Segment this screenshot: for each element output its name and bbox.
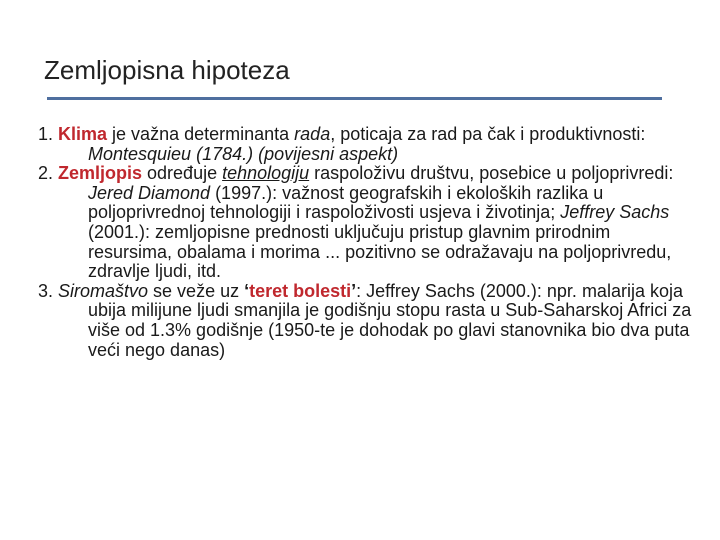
item-text: , poticaja za rad pa čak i produktivnosti: <box>330 124 646 144</box>
italic-citation: Montesquieu (1784.) (povijesni aspekt) <box>88 143 399 164</box>
list-item-3 <box>38 282 698 360</box>
item-number: 3. <box>38 280 59 301</box>
item-number: 1. <box>38 124 59 144</box>
item-text: je važna determinanta <box>107 124 295 144</box>
keyword-teret-bolesti: teret bolesti <box>249 280 352 301</box>
slide-body <box>38 125 698 360</box>
close-quote: ’ <box>351 280 357 301</box>
keyword-zemljopis: Zemljopis <box>58 163 143 184</box>
item-number: 2. <box>38 163 59 184</box>
slide-title: Zemljopisna hipoteza <box>44 55 290 85</box>
italic-underlined-term: tehnologiju <box>222 163 310 184</box>
title-underline-rule <box>47 97 662 100</box>
italic-citation: Jered Diamond <box>88 182 211 203</box>
italic-term: Siromaštvo <box>58 280 149 301</box>
open-quote: ‘ <box>244 280 250 301</box>
italic-citation: Jeffrey Sachs <box>560 202 670 223</box>
italic-term: rada <box>294 124 331 144</box>
item-text: (2001.): zemljopisne prednosti uključuju pristup glavnim prirodnim resursima, obalama i morima ... pozitivno se odražavaju na poljoprivredu, zdravlje ljudi, itd. <box>88 221 672 282</box>
item-text: (1997.): važnost geografskih i ekoloških razlika u poljoprivrednoj tehnologiji i raspoloživosti usjeva i životinja; <box>88 182 604 223</box>
item-text: : Jeffrey Sachs (2000.): npr. malarija koja ubija milijune ljudi smanjila je godišnju stopu rasta u Sub-Saharskoj Africi za više od 1.3% godišnje (1950-te je dohodak po glavi stanovnika bio dva puta veći nego danas) <box>88 280 692 360</box>
list-item-2 <box>38 164 698 282</box>
item-text: raspoloživu društvu, posebice u poljoprivredi: <box>309 163 674 184</box>
list-item-1 <box>38 125 698 164</box>
item-text: se veže uz <box>148 280 245 301</box>
item-text: određuje <box>142 163 223 184</box>
keyword-klima: Klima <box>58 124 108 144</box>
